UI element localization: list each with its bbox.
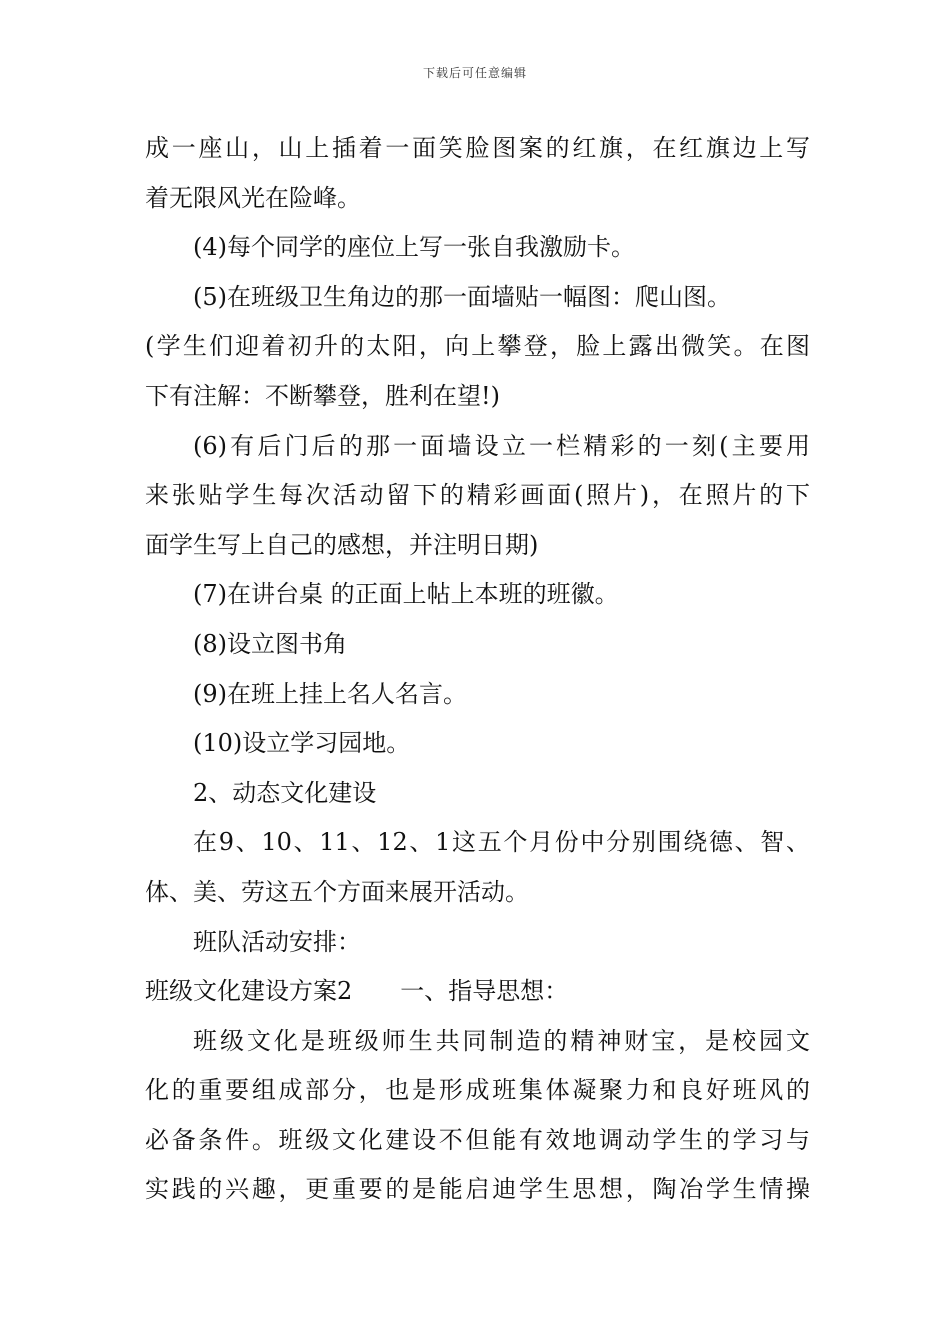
text-line: 下有注解：不断攀登，胜利在望!) <box>145 381 501 410</box>
list-item: (5)在班级卫生角边的那一面墙贴一幅图：爬山图。 <box>193 282 731 311</box>
list-item: (10)设立学习园地。 <box>193 729 411 758</box>
text-line: 来张贴学生每次活动留下的精彩画面(照片)，在照片的下 <box>145 481 810 510</box>
list-item: (8)设立图书角 <box>193 629 347 658</box>
text-line: 必备条件。班级文化建设不但能有效地调动学生的学习与 <box>145 1125 810 1154</box>
text-line: 实践的兴趣，更重要的是能启迪学生思想，陶冶学生情操 <box>145 1175 810 1204</box>
text-line: 体、美、劳这五个方面来展开活动。 <box>145 877 529 906</box>
section-title-line <box>145 967 810 1017</box>
text-line: 化的重要组成部分，也是形成班集体凝聚力和良好班风的 <box>145 1076 810 1105</box>
page-header-note: 下载后可任意编辑 <box>422 66 527 80</box>
text-line: 面学生写上自己的感想，并注明日期) <box>145 530 539 559</box>
document-body <box>145 124 810 1215</box>
text-line: 班队活动安排： <box>193 927 361 956</box>
list-item: (4)每个同学的座位上写一张自我激励卡。 <box>193 233 635 262</box>
text-line: 班级文化是班级师生共同制造的精神财宝，是校园文 <box>193 1026 810 1055</box>
text-line: 着无限风光在险峰。 <box>145 183 361 212</box>
list-item: (9)在班上挂上名人名言。 <box>193 679 467 708</box>
section-heading: 2、动态文化建设 <box>193 778 377 807</box>
text-line: 在9、10、11、12、1这五个月份中分别围绕德、智、 <box>193 828 810 857</box>
text-line: (学生们迎着初升的太阳，向上攀登，脸上露出微笑。在图 <box>145 332 810 361</box>
list-item: (7)在讲台桌 的正面上帖上本班的班徽。 <box>193 580 619 609</box>
section-subheading: 一、指导思想： <box>400 977 569 1006</box>
text-line: 成一座山，山上插着一面笑脸图案的红旗，在红旗边上写 <box>145 134 810 162</box>
section-title: 班级文化建设方案2 <box>145 977 353 1006</box>
list-item: (6)有后门后的那一面墙设立一栏精彩的一刻(主要用 <box>193 431 810 460</box>
